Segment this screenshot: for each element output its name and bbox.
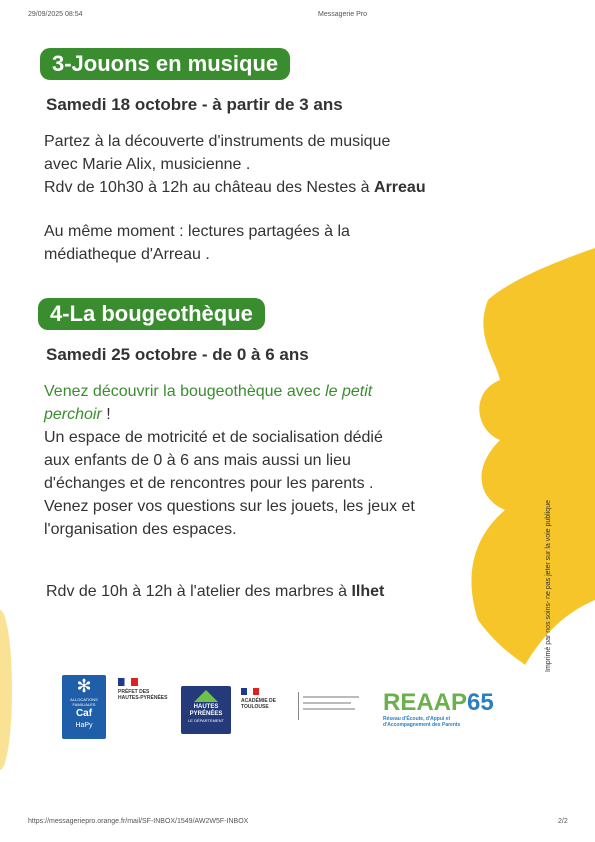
rdv-text: Rdv de 10h30 à 12h au château des Nestes à [44,179,375,196]
academie-logo [241,688,291,710]
hautes-pyrenees-logo [181,686,231,734]
section-3-line: médiatheque d'Arreau . [44,246,210,263]
section-4-line: Un espace de motricité et de socialisation dédié [44,429,383,446]
section-4-intro [44,380,415,403]
section-4-intro-cont [44,403,415,426]
caf-logo [62,675,106,739]
caf-sub: HaPy [75,722,93,729]
section-3-line: Partez à la découverte d'instruments de musique [44,133,391,150]
footer-url: https://messageriepro.orange.fr/mail/SF-INBOX/1549/AW2W5F-INBOX [28,818,249,825]
academie-label: ACADÉMIE DE TOULOUSE [241,698,277,710]
section-3-line: Au même moment : lectures partagées à la [44,223,350,240]
prefet-label: PRÉFET DES HAUTES-PYRÉNÉES [118,689,168,701]
intro-text: Venez découvrir la bougeothèque avec [44,383,326,400]
section-4-date: Samedi 25 octobre - de 0 à 6 ans [46,345,309,364]
section-4-line: d'échanges et de rencontres pour les parents . [44,475,374,492]
caf-name: Caf [75,708,93,719]
page-number: 2/2 [558,818,568,825]
prefet-logo [118,678,168,701]
rdv-place: Arreau [374,179,426,196]
partner-logo-small [298,692,369,720]
intro-italic: le petit [325,383,373,400]
hp-bot: LE DÉPARTEMENT [188,718,224,723]
rdv-text: Rdv de 10h à 12h à l'atelier des marbres à [46,583,352,600]
french-flag-icon [241,688,259,695]
section-3-title: 3-Jouons en musique [40,48,290,80]
caf-top-label: ALLOCATIONS FAMILIALES [70,697,98,707]
section-3-description [44,130,426,199]
mountain-icon [194,690,218,702]
rdv-place: Ilhet [351,583,385,600]
print-date: 29/09/2025 08:54 [28,11,83,18]
caf-star-icon: ✻ [76,676,92,696]
section-3-line: avec Marie Alix, musicienne . [44,156,251,173]
section-3-extra [44,220,350,266]
french-flag-icon [118,678,138,686]
hp-mid: PYRÉNÉES [189,711,223,717]
section-4-description [44,380,415,541]
section-4-line: aux enfants de 0 à 6 ans mais aussi un lieu [44,452,351,469]
print-notice: Imprimé par nos soins- ne pas jeter sur la voie publique [545,500,552,672]
reaap-logo [383,690,513,728]
reaap-subtitle: Réseau d'Écoute, d'Appui et d'Accompagnement des Parents [383,716,461,728]
hp-top: HAUTES [193,704,219,710]
reaap-name: REAAP [383,689,468,716]
section-3-date: Samedi 18 octobre - à partir de 3 ans [46,95,343,114]
section-3-line [44,176,426,199]
print-app-name: Messagerie Pro [318,11,368,18]
intro-italic-2: perchoir [44,406,102,423]
section-4-line: Venez poser vos questions sur les jouets, les jeux et [44,498,415,515]
reaap-number: 65 [467,689,494,716]
section-4-line: l'organisation des espaces. [44,521,237,538]
section-4-title: 4-La bougeothèque [38,298,265,330]
intro-post: ! [101,406,111,423]
section-4-rdv [46,580,384,603]
